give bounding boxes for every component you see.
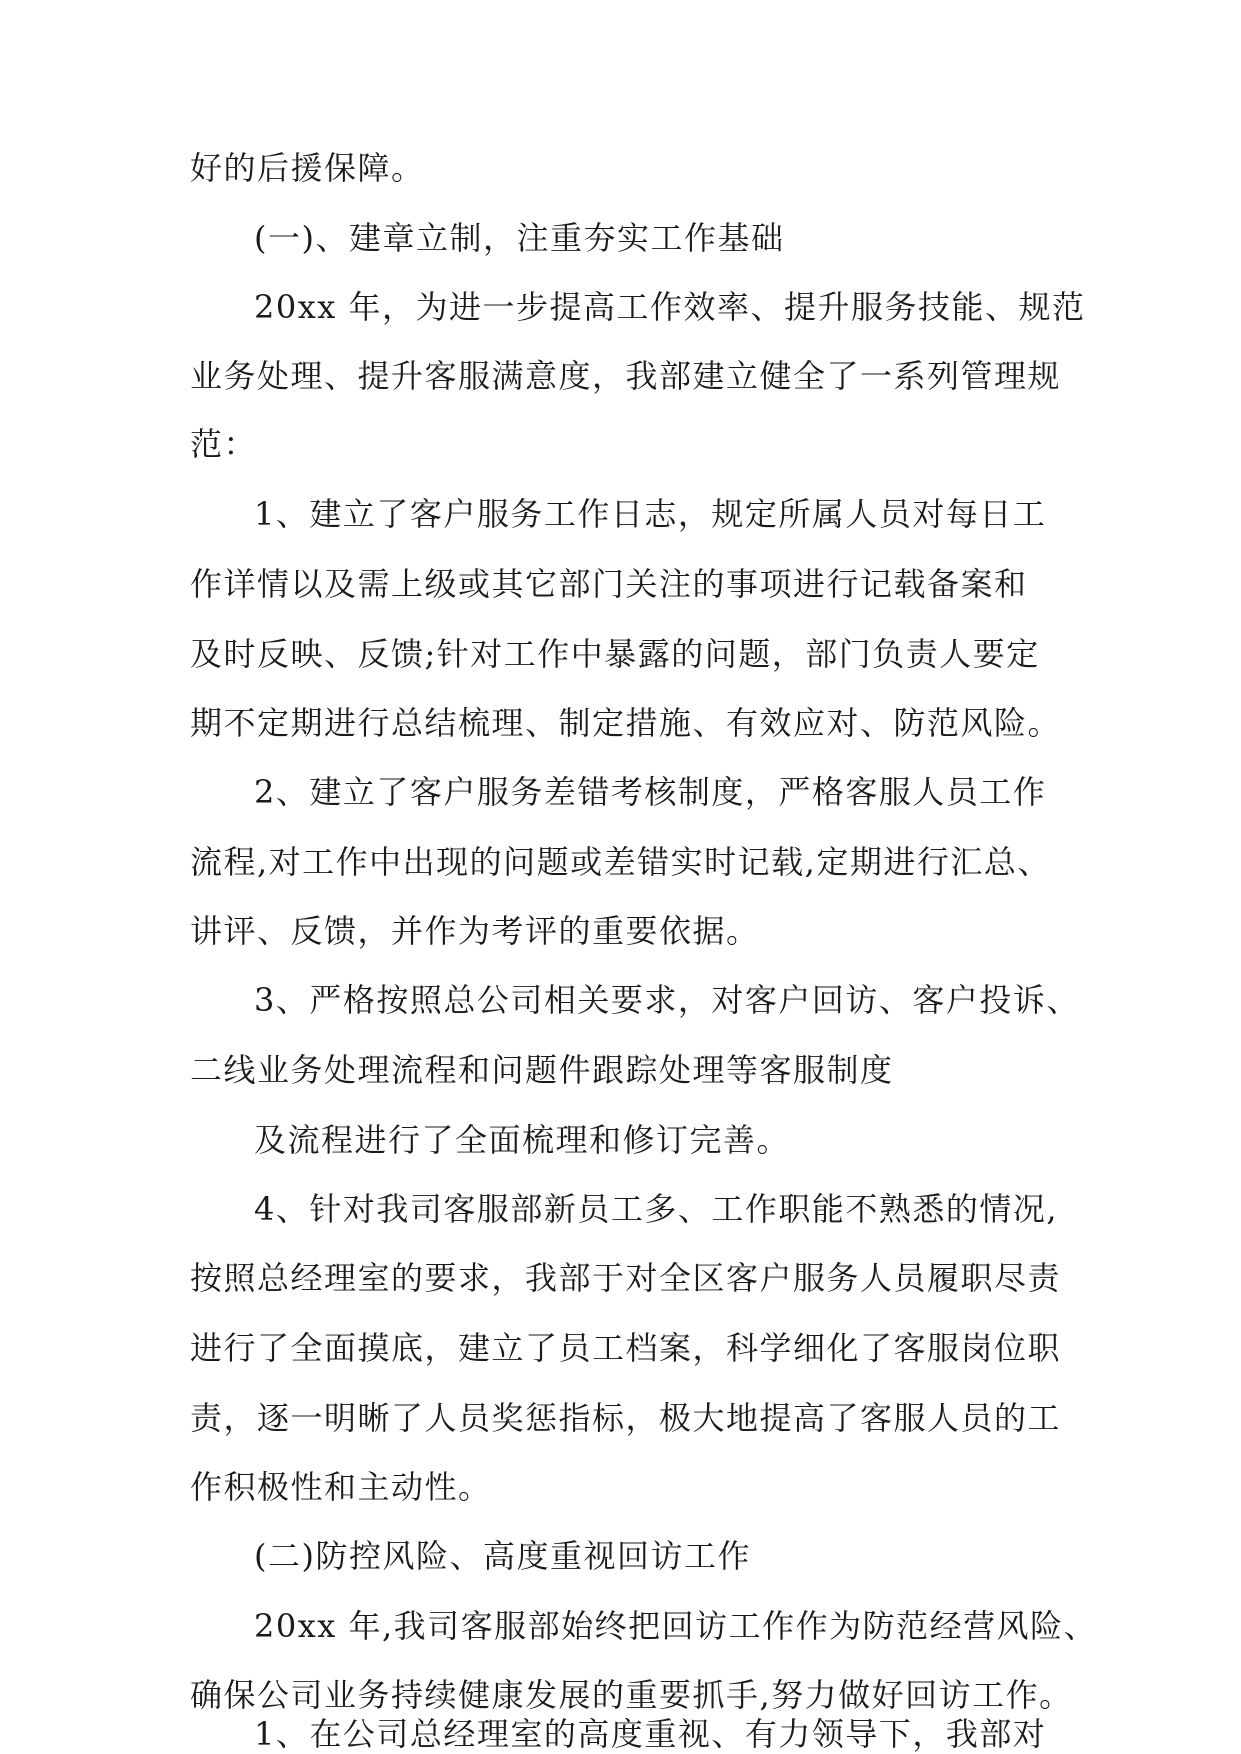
- text-line: 20xx 年,我司客服部始终把回访工作作为防范经营风险、: [254, 1607, 1098, 1645]
- text-line: 责，逐一明晰了人员奖惩指标，极大地提高了客服人员的工: [190, 1399, 1062, 1437]
- text-line: 及流程进行了全面梳理和修订完善。: [254, 1121, 791, 1159]
- text-line: 讲评、反馈，并作为考评的重要依据。: [190, 912, 760, 950]
- text-line: 作详情以及需上级或其它部门关注的事项进行记载备案和: [190, 565, 1028, 603]
- text-line: 20xx 年，为进一步提高工作效率、提升服务技能、规范: [254, 288, 1086, 326]
- text-line: 进行了全面摸底，建立了员工档案，科学细化了客服岗位职: [190, 1329, 1062, 1367]
- text-line: 范：: [190, 425, 258, 463]
- text-line: 确保公司业务持续健康发展的重要抓手,努力做好回访工作。: [190, 1676, 1073, 1714]
- text-line: 作积极性和主动性。: [190, 1468, 492, 1506]
- text-line: 1、建立了客户服务工作日志，规定所属人员对每日工: [254, 495, 1047, 533]
- text-line: 按照总经理室的要求，我部于对全区客户服务人员履职尽责: [190, 1259, 1062, 1297]
- text-line: 2、建立了客户服务差错考核制度，严格客服人员工作: [254, 773, 1047, 811]
- text-line: 4、针对我司客服部新员工多、工作职能不熟悉的情况,: [254, 1190, 1059, 1228]
- text-line: 3、严格按照总公司相关要求，对客户回访、客户投诉、: [254, 981, 1080, 1019]
- text-line: 及时反映、反馈;针对工作中暴露的问题，部门负责人要定: [190, 635, 1040, 673]
- text-line: 流程,对工作中出现的问题或差错实时记载,定期进行汇总、: [190, 843, 1051, 881]
- section-heading: (一)、建章立制，注重夯实工作基础: [254, 219, 785, 257]
- section-heading: (二)防控风险、高度重视回访工作: [254, 1537, 751, 1575]
- text-line: 1、在公司总经理室的高度重视、有力领导下，我部对: [254, 1715, 1047, 1753]
- text-line: 业务处理、提升客服满意度，我部建立健全了一系列管理规: [190, 357, 1062, 395]
- text-line: 期不定期进行总结梳理、制定措施、有效应对、防范风险。: [190, 704, 1062, 742]
- text-line: 二线业务处理流程和问题件跟踪处理等客服制度: [190, 1051, 894, 1089]
- text-line: 好的后援保障。: [190, 149, 425, 187]
